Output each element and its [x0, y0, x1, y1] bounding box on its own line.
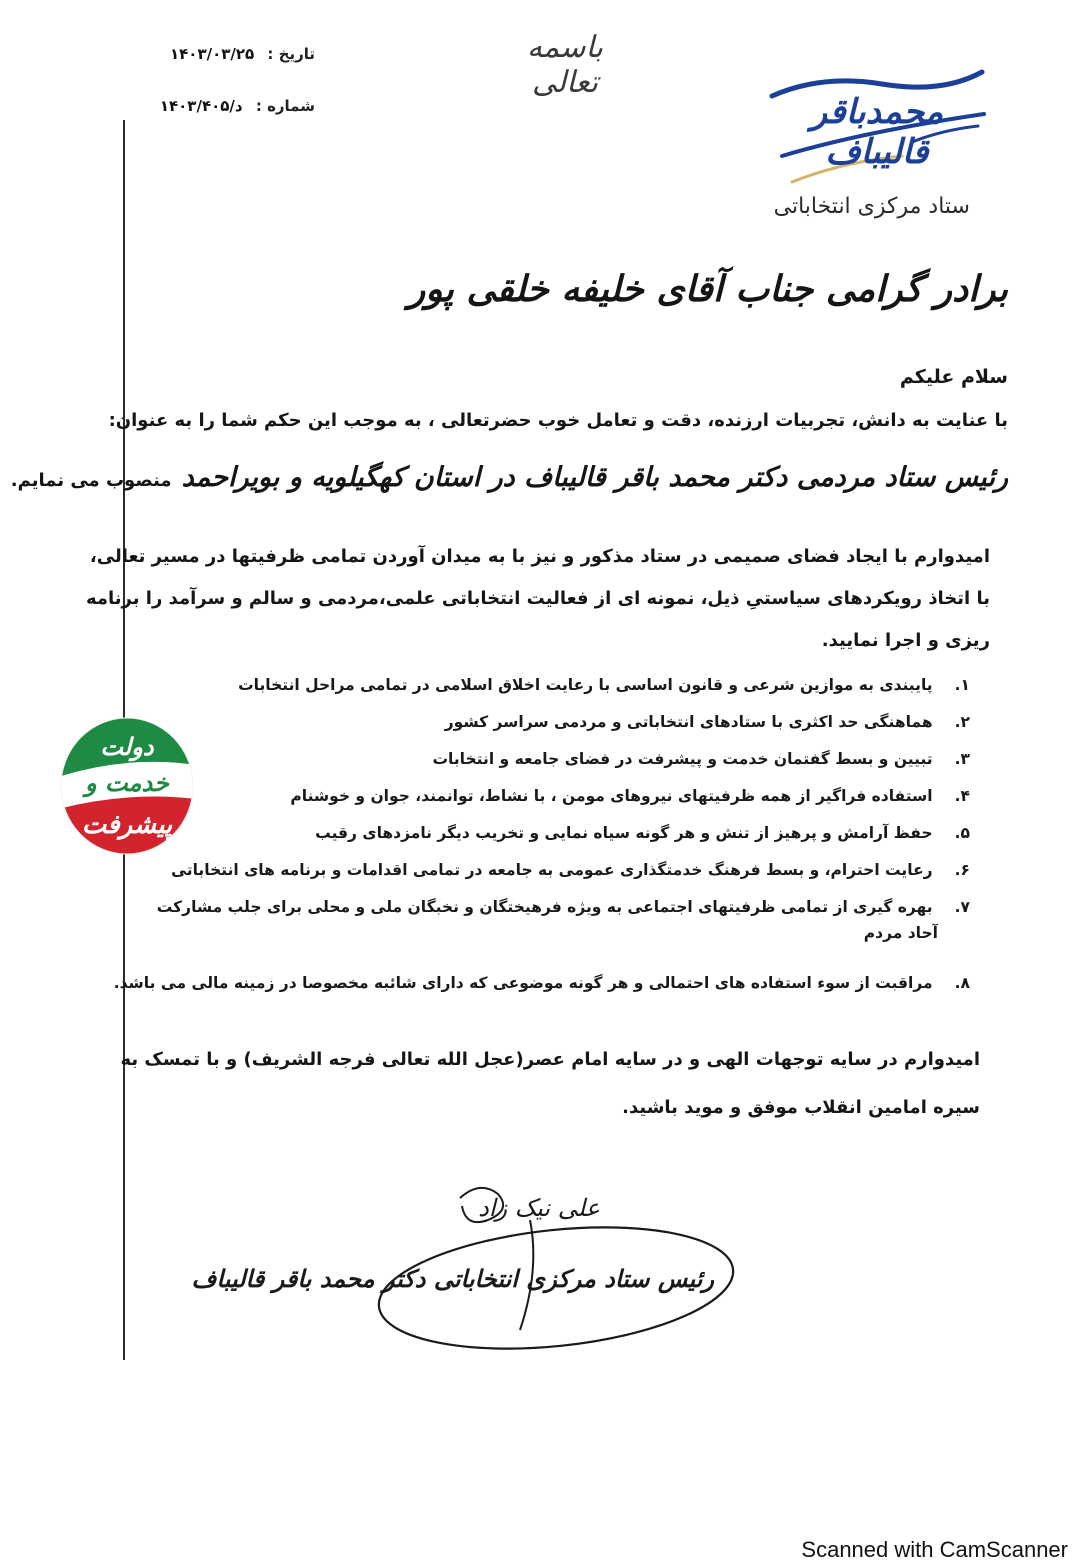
paragraph-line: امیدوارم با ایجاد فضای صمیمی در ستاد مذکور و نیز با به میدان آوردن تمامی ظرفیتها در مسیر تعالی، [89, 546, 990, 567]
item-text: پایبندی به موازین شرعی و قانون اساسی با رعایت اخلاق اسلامی در تمامی مراحل انتخابات [238, 676, 933, 694]
stamp-emblem-icon [58, 715, 196, 857]
date-value: ۱۴۰۳/۰۳/۲۵ [169, 45, 255, 63]
closing-line: امیدوارم در سایه توجهات الهی و در سایه امام عصر(عجل الله تعالی فرجه الشریف) و با تمسک به [120, 1049, 980, 1070]
scanner-watermark: Scanned with CamScanner [801, 1537, 1068, 1562]
intro-line: با عنایت به دانش، تجربیات ارزنده، دقت و تعامل خوب حضرتعالی ، به موجب این حکم شما را به عنوان: [108, 410, 1008, 431]
signature-block [191, 1180, 750, 1360]
stamp-line-1: دولت [100, 732, 154, 761]
signer-name: علی نیک زاد [478, 1194, 600, 1222]
invocation-header [500, 12, 630, 100]
appointment-end: منصوب می نمایم. [10, 470, 172, 491]
list-item [170, 750, 970, 787]
invocation-text: باسمه تعالی [526, 30, 604, 100]
item-number: ۶. [954, 861, 970, 879]
number-row [160, 97, 315, 115]
list-item [170, 713, 970, 750]
number-value: د/۱۴۰۳/۴۰۵ [159, 97, 243, 115]
item-number: ۴. [954, 787, 970, 805]
stamp-line-3: پیشرفت [81, 810, 173, 840]
item-number: ۵. [954, 824, 970, 842]
appointment-line [11, 462, 1008, 493]
closing-paragraph [120, 1036, 980, 1132]
closing-line: سیره امامین انقلاب موفق و موید باشید. [622, 1097, 980, 1118]
list-item [113, 974, 970, 1011]
item-number: ۲. [954, 713, 970, 731]
date-label: تاریخ : [267, 45, 315, 63]
item-text: استفاده فراگیر از همه ظرفیتهای نیروهای مومن ، با نشاط، توانمند، جوان و خوشنام [290, 787, 933, 805]
item-number: ۱. [954, 676, 970, 694]
list-item [156, 898, 970, 974]
item-number: ۳. [954, 750, 970, 768]
list-item [170, 861, 970, 898]
item-text: بهره گیری از تمامی ظرفیتهای اجتماعی به ویژه فرهیختگان و نخبگان ملی و محلی برای جلب مشارکت [156, 898, 933, 916]
item-text: حفظ آرامش و پرهیز از تنش و هر گونه سیاه نمایی و تخریب دیگر نامزدهای رقیب [315, 824, 933, 842]
item-number: ۷. [954, 898, 970, 916]
campaign-logo [752, 44, 992, 229]
item-text: تبیین و بسط گفتمان خدمت و پیشرفت در فضای جامعه و انتخابات [432, 750, 933, 768]
item-text: هماهنگی حد اکثری با ستادهای انتخاباتی و مردمی سراسر کشور [444, 713, 933, 731]
paragraph-line: با اتخاذ رویکردهای سیاستیِ ذیل، نمونه ای از فعالیت انتخاباتی علمی،مردمی و سالم و سرآمد را برنامه [85, 588, 990, 609]
item-text: مراقبت از سوء استفاده های احتمالی و هر گونه موضوعی که دارای شائبه مخصوصا در زمینه مالی می باشد. [113, 974, 933, 992]
list-item [170, 676, 970, 713]
salutation: سلام علیکم [899, 366, 1008, 388]
item-text-continuation: آحاد مردم [863, 924, 938, 942]
number-label: شماره : [255, 97, 315, 115]
recipient-line: برادر گرامی جناب آقای خلیفه خلقی پور [407, 268, 1008, 310]
date-row [170, 45, 315, 63]
item-number: ۸. [954, 974, 970, 992]
list-item [170, 824, 970, 861]
list-item [170, 787, 970, 824]
slogan-stamp [58, 715, 196, 857]
hope-paragraph [85, 536, 990, 662]
logo-subtitle: ستاد مرکزی انتخاباتی [773, 194, 970, 219]
paragraph-line: ریزی و اجرا نمایید. [821, 630, 990, 651]
signer-title: رئیس ستاد مرکزی انتخاباتی دکتر محمد باقر قالیباف [191, 1264, 714, 1293]
item-text: رعایت احترام، و بسط فرهنگ خدمتگذاری عمومی به جامعه در تمامی اقدامات و برنامه های انتخاباتی [171, 861, 933, 879]
stamp-line-2: خدمت و [85, 768, 169, 797]
logo-name: محمدباقر قالیباف [810, 92, 944, 172]
appointment-title: رئیس ستاد مردمی دکتر محمد باقر قالیباف در استان کهگیلویه و بویراحمد [181, 462, 1008, 493]
